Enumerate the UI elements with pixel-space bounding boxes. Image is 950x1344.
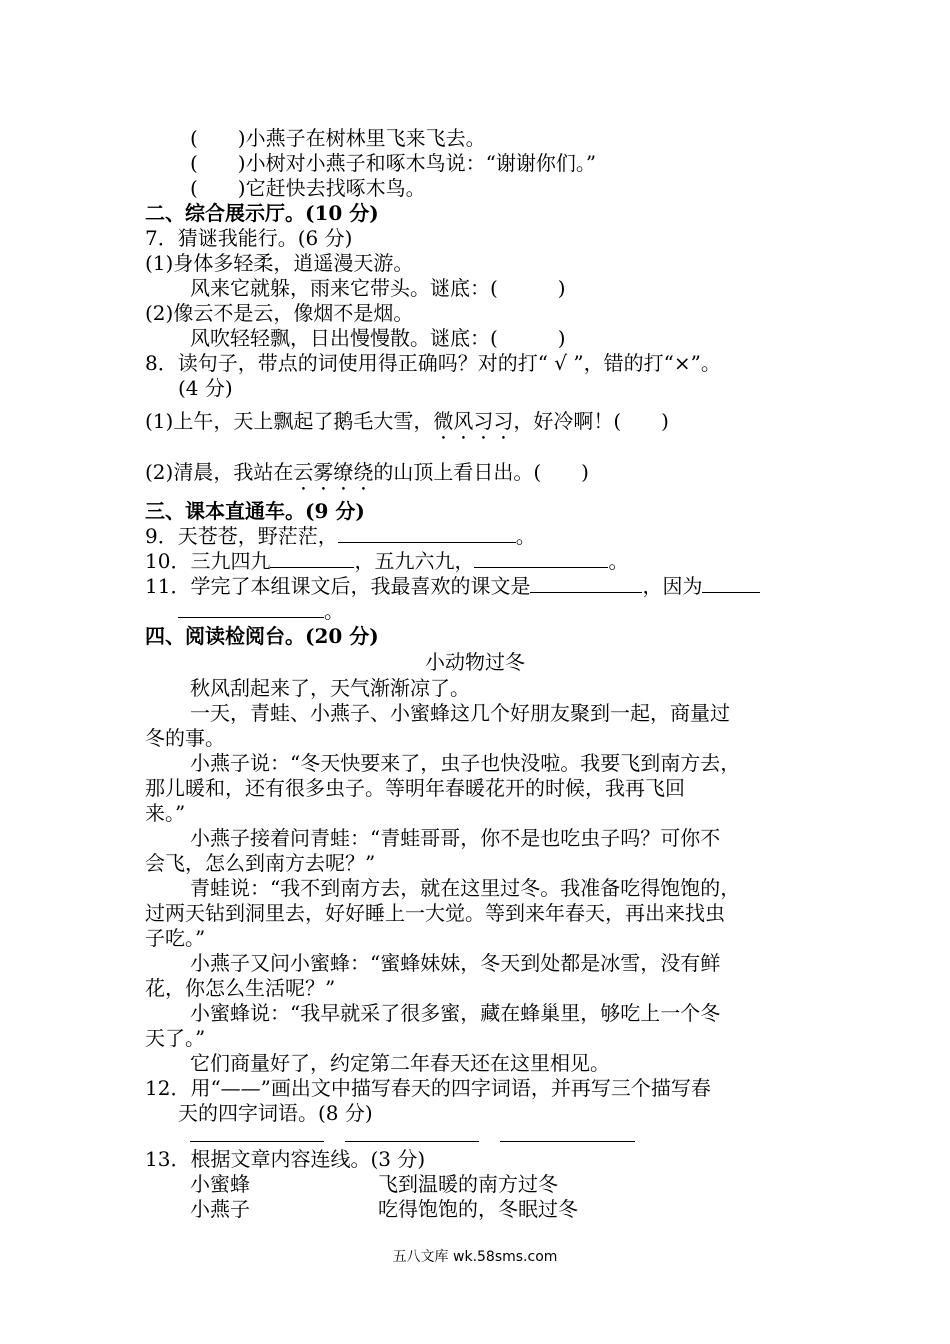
story-line: 那儿暖和，还有很多虫子。等明年春暖花开的时候，我再飞回 [145,776,685,800]
riddle-1-line-2: 风来它就躲，雨来它带头。谜底：( ) [190,276,566,300]
answer-blank[interactable] [178,599,324,618]
question-10 [145,549,628,573]
dotted-char: 雾 [313,460,334,484]
story-line: 会飞，怎么到南方去呢？” [145,851,376,875]
dotted-char: 云 [293,460,314,484]
answer-blank[interactable] [270,549,354,568]
question-7: 7．猜谜我能行。(6 分) [145,226,353,250]
story-line: 小燕子说：“冬天快要来了，虫子也快没啦。我要飞到南方去， [190,751,741,775]
story-line: 青蛙说：“我不到南方去，就在这里过冬。我准备吃得饱饱的， [190,876,741,900]
story-line: 秋风刮起来了，天气渐渐凉了。 [190,676,470,700]
section-heading: 三、课本直通车。(9 分) [145,499,365,523]
story-line: 小燕子接着问青蛙：“青蛙哥哥，你不是也吃虫子吗？可你不 [190,826,721,850]
question-text: ，因为 [642,574,703,598]
sentence-2 [145,460,589,484]
footer-watermark: 五八文库 wk.58sms.com [392,1249,558,1265]
dotted-char: 微 [433,409,454,433]
answer-blank[interactable] [338,524,516,543]
period: 。 [324,599,344,623]
question-9 [145,524,536,548]
question-12: 12．用“——”画出文中描写春天的四字词语，并再写三个描写春 [145,1076,711,1100]
story-line: 一天，青蛙、小燕子、小蜜蜂这几个好朋友聚到一起，商量过 [190,701,730,725]
riddle-2-line-1: (2)像云不是云，像烟不是烟。 [145,301,414,325]
sentence-text: (1)上午，天上飘起了鹅毛大雪， [145,409,434,433]
answer-blank[interactable] [474,549,608,568]
sentence-text: ，好冷啊！( ) [513,409,669,433]
answer-blank[interactable] [500,1141,635,1142]
riddle-1-line-1: (1)身体多轻柔，逍遥漫天游。 [145,251,414,275]
story-line: 天了。” [145,1026,206,1050]
question-11-continued [178,599,344,623]
story-line: 小蜜蜂说：“我早就采了很多蜜，藏在蜂巢里，够吃上一个冬 [190,1001,721,1025]
story-line: 它们商量好了，约定第二年春天还在这里相见。 [190,1051,610,1075]
story-line: 过两天钻到洞里去，好好睡上一大觉。等到来年春天，再出来找虫 [145,901,725,925]
order-item: ( )小燕子在树林里飞来飞去。 [190,126,486,150]
question-8: 8．读句子，带点的词使用得正确吗？对的打“ √ ”，错的打“×”。 [145,351,721,375]
story-line: 子吃。” [145,926,206,950]
order-item: ( )它赶快去找啄木鸟。 [190,176,426,200]
sentence-text: 的山顶上看日出。( ) [373,460,589,484]
sentence-text: (2)清晨，我站在 [145,460,294,484]
story-line: 小燕子又问小蜜蜂：“蜜蜂妹妹，冬天到处都是冰雪，没有鲜 [190,951,721,975]
answer-blank[interactable] [190,1141,324,1142]
question-8-score: (4 分) [178,376,233,400]
section-heading: 四、阅读检阅台。(20 分) [145,624,379,648]
question-text: 11．学完了本组课文后，我最喜欢的课文是 [145,574,531,598]
question-13: 13．根据文章内容连线。(3 分) [145,1147,426,1171]
story-line: 来。” [145,801,186,825]
story-title: 小动物过冬 [425,650,525,674]
match-left-item[interactable]: 小燕子 [190,1197,250,1221]
question-text: ，五九六九， [354,549,475,573]
story-line: 冬的事。 [145,726,225,750]
match-left-item[interactable]: 小蜜蜂 [190,1172,250,1196]
section-heading: 二、综合展示厅。(10 分) [145,201,379,225]
period: 。 [515,524,536,548]
answer-blank[interactable] [345,1141,479,1142]
sentence-1 [145,409,669,433]
dotted-char: 缭 [333,460,354,484]
question-text: 10．三九四九 [145,549,271,573]
order-item: ( )小树对小燕子和啄木鸟说：“谢谢你们。” [190,151,597,175]
question-12-continued: 天的四字词语。(8 分) [178,1101,373,1125]
answer-blank[interactable] [530,574,642,593]
match-right-item[interactable]: 飞到温暖的南方过冬 [378,1172,558,1196]
dotted-char: 习 [473,409,494,433]
period: 。 [608,549,629,573]
dotted-char: 绕 [353,460,374,484]
question-text: 9．天苍苍，野茫茫， [145,524,338,548]
match-right-item[interactable]: 吃得饱饱的，冬眠过冬 [378,1197,578,1221]
dotted-char: 习 [493,409,514,433]
story-line: 花，你怎么生活呢？” [145,976,336,1000]
dotted-char: 风 [453,409,474,433]
answer-blank[interactable] [702,574,760,593]
riddle-2-line-2: 风吹轻轻飘，日出慢慢散。谜底：( ) [190,326,566,350]
question-11 [145,574,760,598]
